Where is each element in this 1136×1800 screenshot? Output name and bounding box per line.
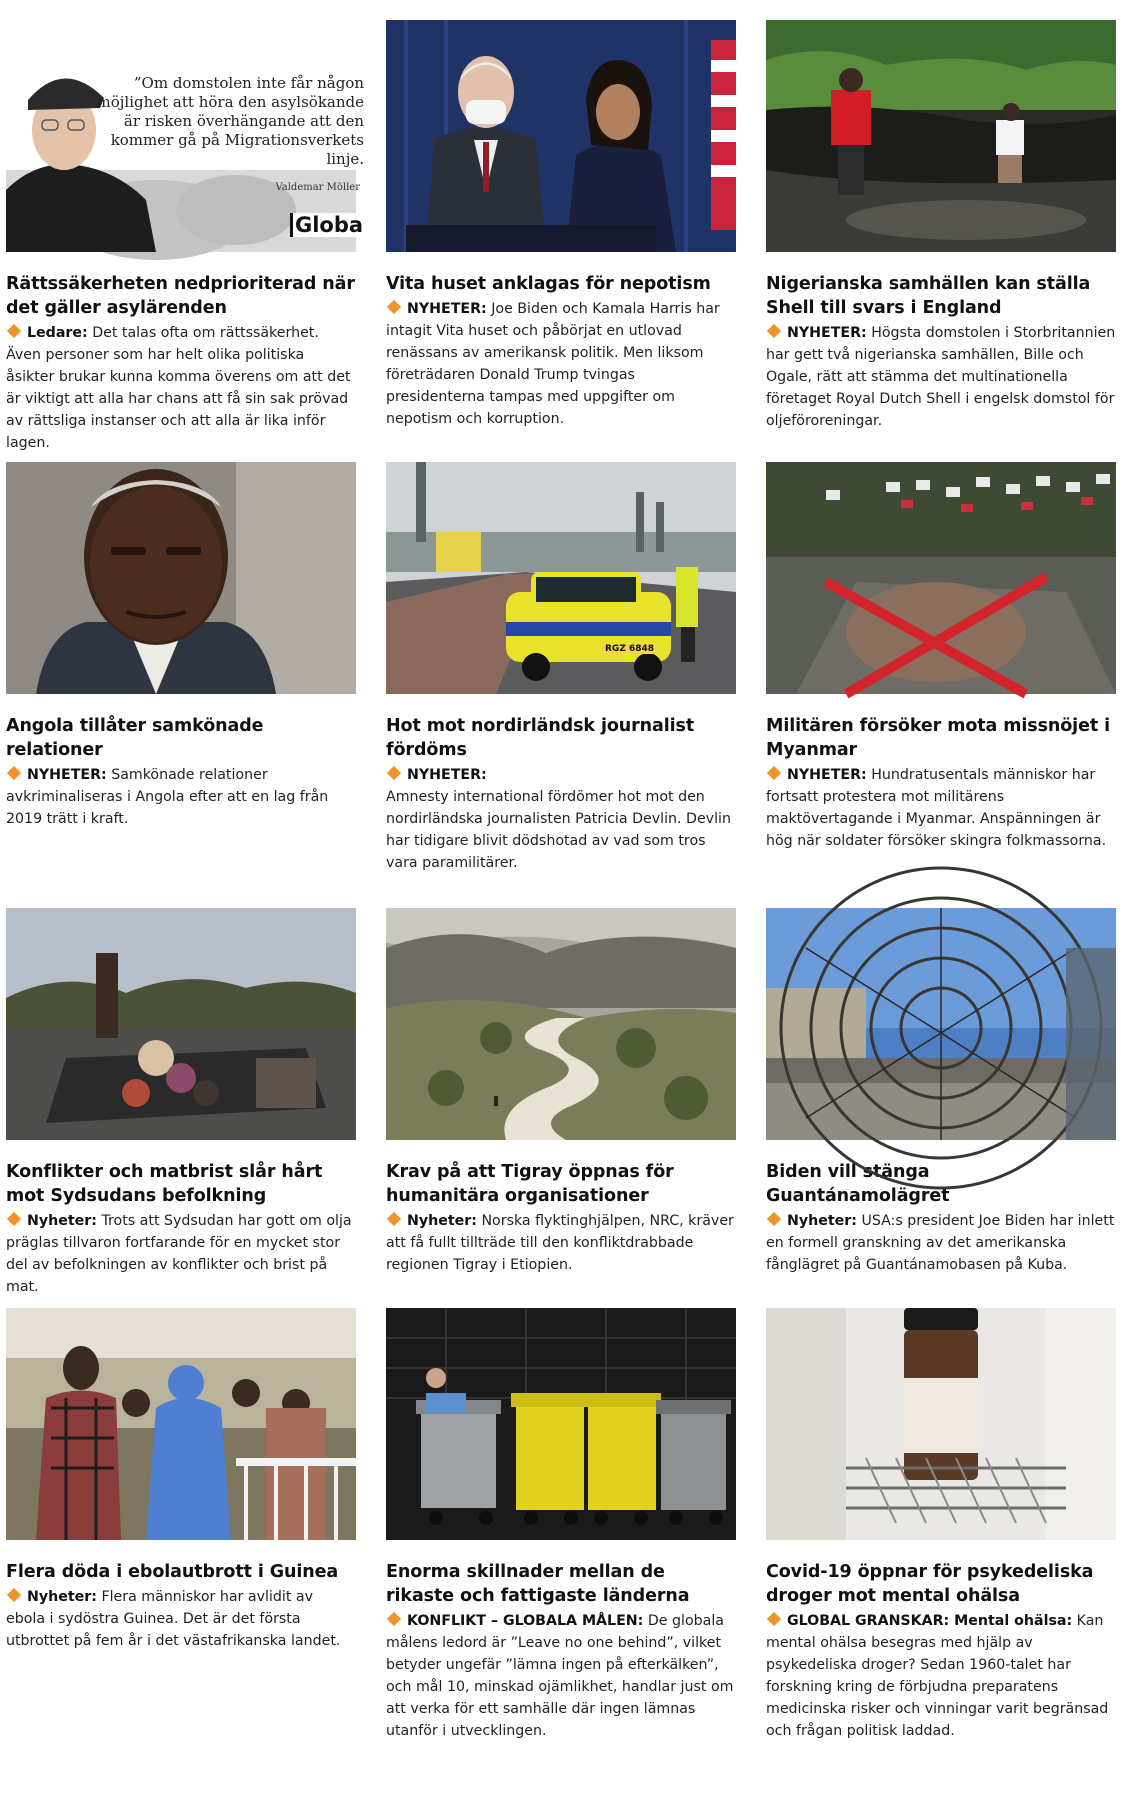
image-quote-author: Valdemar Möller (275, 182, 360, 193)
article-text: Högsta domstolen i Storbritannien har gett två nigerianska samhällen, Bille och Ogale, rätt att stämma det multinationella företaget Royal Dutch Shell i engelsk domstol för oljeföroreningar. (766, 325, 1116, 429)
article-text: Samkönade relationer avkriminaliseras i Angola efter att en lag från 2019 trätt i kraft. (6, 767, 329, 827)
article-tag: KONFLIKT – GLOBALA MÅLEN: (407, 1613, 644, 1629)
diamond-icon (767, 1612, 781, 1626)
article-title[interactable]: Biden vill stänga Guantánamolägret (766, 1162, 950, 1206)
article-image[interactable] (386, 20, 736, 252)
article-image[interactable] (6, 1308, 356, 1540)
article-teaser (766, 322, 1116, 432)
diamond-icon (767, 766, 781, 780)
article-image[interactable] (386, 908, 736, 1140)
article-teaser (766, 1210, 1116, 1276)
article-teaser (766, 764, 1116, 852)
article-teaser (386, 298, 736, 430)
article-image[interactable] (6, 20, 364, 252)
diamond-icon (387, 300, 401, 314)
article-title[interactable]: Krav på att Tigray öppnas för humanitära organisationer (386, 1162, 674, 1206)
article-tag: NYHETER: (787, 325, 867, 341)
article-title[interactable]: Flera döda i ebolautbrott i Guinea (6, 1562, 339, 1582)
article-card[interactable] (766, 1308, 1116, 1768)
diamond-icon (7, 324, 21, 338)
article-card[interactable] (386, 462, 736, 908)
diamond-icon (7, 1212, 21, 1226)
article-text: Joe Biden och Kamala Harris har intagit Vita huset och påbörjat en utlovad renässans av amerikansk politik. Men liksom företrädaren Donald Trump tvingas presidenterna tampas med uppgifter om nepotism och korruption. (386, 301, 720, 427)
article-tag: NYHETER: (407, 301, 487, 317)
article-teaser (6, 1210, 356, 1298)
article-image[interactable] (6, 462, 356, 694)
article-title[interactable]: Nigerianska samhällen kan ställa Shell till svars i England (766, 274, 1091, 318)
diamond-icon (7, 766, 21, 780)
article-text: Amnesty international fördömer hot mot den nordirländska journalisten Patricia Devlin. Devlin har tidigare blivit dödshotad av vad som tros vara paramilitärer. (386, 789, 731, 871)
article-text: Flera människor har avlidit av ebola i sydöstra Guinea. Det är det första utbrottet på fem år i det västafrikanska landet. (6, 1589, 341, 1649)
article-title[interactable]: Hot mot nordirländsk journalist fördöms (386, 716, 695, 760)
article-image[interactable] (6, 908, 356, 1140)
image-logo: Globa (290, 213, 365, 237)
diamond-icon (767, 1212, 781, 1226)
image-quote: ”Om domstolen inte får någon möjlighet att höra den asylsökande är risken överhängande att den kommer gå på Migrationsverkets linje. (96, 74, 364, 168)
article-card[interactable] (6, 908, 356, 1308)
article-card[interactable] (6, 20, 364, 462)
article-teaser (386, 1210, 736, 1276)
article-card[interactable] (386, 908, 736, 1308)
article-text: Hundratusentals människor har fortsatt protestera mot militärens maktövertagande i Myanmar. Anspänningen är hög när soldater försöker skingra folkmassorna. (766, 767, 1107, 849)
article-tag: Nyheter: (407, 1213, 477, 1229)
article-tag: Nyheter: (27, 1213, 97, 1229)
article-image[interactable] (766, 1308, 1116, 1540)
diamond-icon (387, 1612, 401, 1626)
article-card[interactable] (766, 462, 1116, 908)
article-image[interactable] (766, 20, 1116, 252)
article-text: Det talas ofta om rättssäkerhet. Även personer som har helt olika politiska åsikter brukar kunna komma överens om att det är viktigt att alla har chans att få sin sak prövad av rättsliga instanser och att alla är lika inför lagen. (6, 325, 351, 451)
article-teaser (386, 764, 736, 874)
diamond-icon (7, 1588, 21, 1602)
license-plate: RGZ 6848 (602, 644, 657, 654)
diamond-icon (387, 1212, 401, 1226)
article-title[interactable]: Enorma skillnader mellan de rikaste och fattigaste länderna (386, 1562, 690, 1606)
article-title[interactable]: Militären försöker mota missnöjet i Myanmar (766, 716, 1110, 760)
article-tag: Nyheter: (27, 1589, 97, 1605)
article-card[interactable] (386, 20, 736, 462)
article-teaser (386, 1610, 736, 1742)
article-card[interactable] (6, 462, 356, 908)
article-tag: NYHETER: (407, 767, 487, 783)
diamond-icon (767, 324, 781, 338)
article-tag: GLOBAL GRANSKAR: Mental ohälsa: (787, 1613, 1073, 1629)
article-teaser (6, 322, 356, 454)
article-tag: NYHETER: (27, 767, 107, 783)
article-tag: NYHETER: (787, 767, 867, 783)
article-image[interactable] (386, 1308, 736, 1540)
article-tag: Nyheter: (787, 1213, 857, 1229)
article-title[interactable]: Vita huset anklagas för nepotism (386, 274, 711, 294)
article-card[interactable] (766, 20, 1116, 462)
article-teaser (6, 764, 356, 830)
article-image[interactable] (386, 462, 736, 694)
article-title[interactable]: Konflikter och matbrist slår hårt mot Sydsudans befolkning (6, 1162, 323, 1206)
article-text: De globala målens ledord är ”Leave no one behind”, vilket betyder ungefär ”lämna ingen på efterkälken”, och mål 10, minskad ojämlikhet, handlar just om att verka för ett samhälle där ingen lämnas utanför i utvecklingen. (386, 1613, 734, 1739)
article-text: Kan mental ohälsa besegras med hjälp av psykedeliska droger? Sedan 1960-talet har forskning kring de förbjudna preparatens medicinska risker och vinningar varit begränsad och frågan politisk laddad. (766, 1613, 1109, 1739)
article-teaser (6, 1586, 356, 1652)
article-text: Norska flyktinghjälpen, NRC, kräver att få fullt tillträde till den konfliktdrabbade regionen Tigray i Etiopien. (386, 1213, 734, 1273)
article-card[interactable] (766, 908, 1116, 1308)
article-teaser (766, 1610, 1116, 1742)
article-card[interactable] (6, 1308, 356, 1768)
article-tag: Ledare: (27, 325, 88, 341)
article-image[interactable] (766, 462, 1116, 694)
article-text: Trots att Sydsudan har gott om olja präglas tillvaron fortfarande för en mycket stor del av befolkningen av konflikter och brist på mat. (6, 1213, 352, 1295)
article-title[interactable]: Angola tillåter samkönade relationer (6, 716, 264, 760)
article-grid (6, 20, 1116, 1768)
article-image[interactable] (766, 908, 1116, 1140)
article-card[interactable] (386, 1308, 736, 1768)
diamond-icon (387, 766, 401, 780)
article-title[interactable]: Covid-19 öppnar för psykedeliska droger mot mental ohälsa (766, 1562, 1094, 1606)
article-title[interactable]: Rättssäkerheten nedprioriterad när det gäller asylärenden (6, 274, 355, 318)
article-text: USA:s president Joe Biden har inlett en formell granskning av det amerikanska fånglägret på Guantánamobasen på Kuba. (766, 1213, 1115, 1273)
